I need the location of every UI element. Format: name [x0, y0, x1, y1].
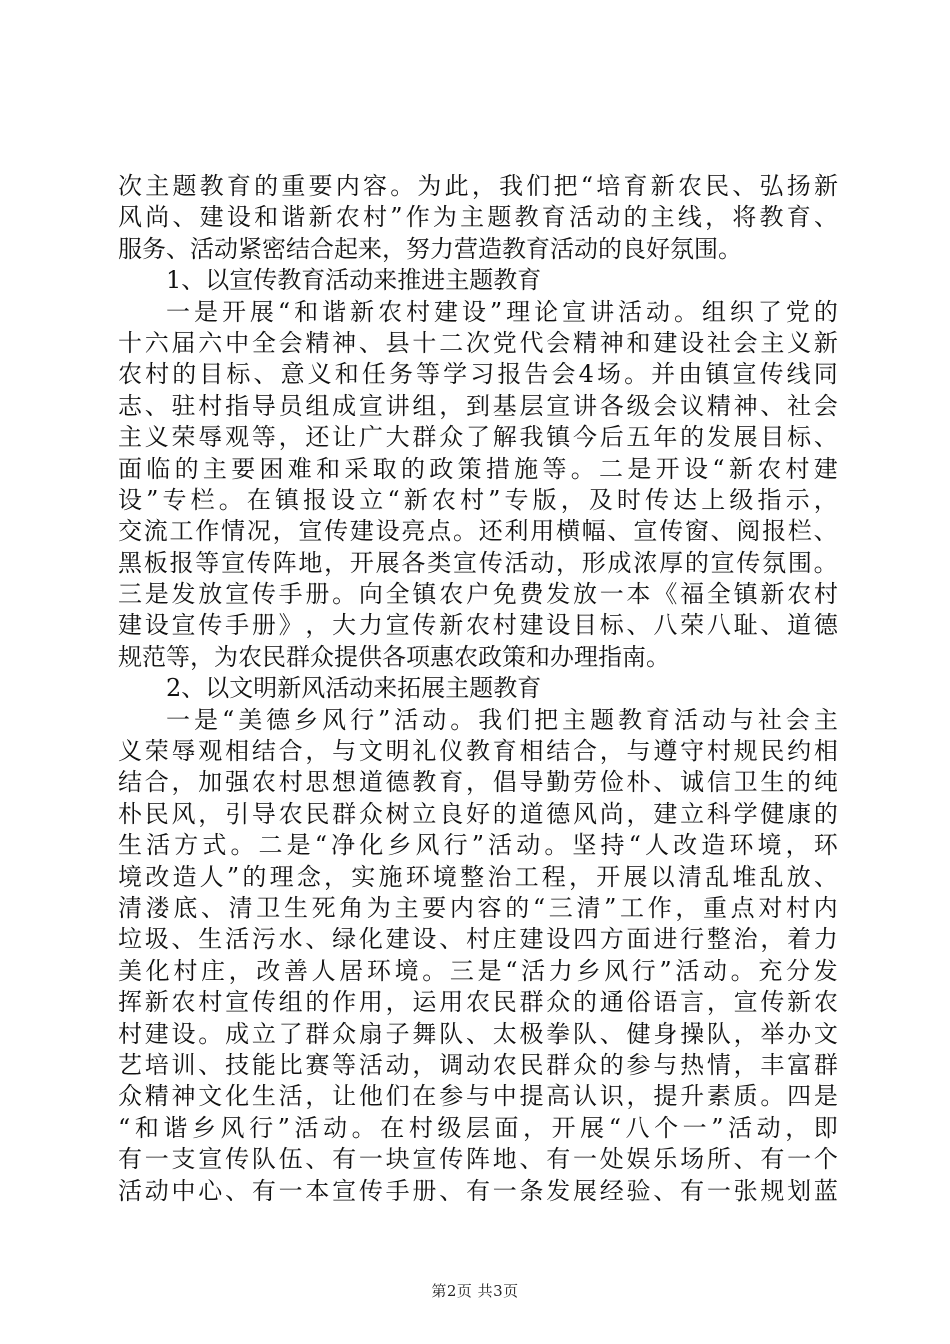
paragraph-line: 垃 圾 、 生 活 污 水 、 绿 化 建 设 、 村 庄 建 设 四 方 面 进 行 整 治 ， 着 力 [118, 925, 838, 954]
paragraph-line: 规范等，为农民群众提供各项惠农政策和办理指南。 [118, 642, 670, 671]
section-heading: 2、以文明新风活动来拓展主题教育 [166, 674, 542, 703]
paragraph-line: 朴 民 风 ， 引 导 农 民 群 众 树 立 良 好 的 道 德 风 尚 ， 建 立 科 学 健 康 的 [118, 799, 838, 828]
paragraph-line: 美 化 村 庄 ， 改 善 人 居 环 境 。 三 是 “ 活 力 乡 风 行 ” 活 动 。 充 分 发 [118, 956, 838, 985]
paragraph-line: 十 六 届 六 中 全 会 精 神 、 县 十 二 次 党 代 会 精 神 和 建 设 社 会 主 义 新 [118, 328, 838, 357]
paragraph-line: 主 义 荣 辱 观 等 ， 还 让 广 大 群 众 了 解 我 镇 今 后 五 年 的 发 展 目 标 、 [118, 423, 838, 452]
paragraph-line: 服务、活动紧密结合起来，努力营造教育活动的良好氛围。 [118, 234, 742, 263]
paragraph-line: “ 和 谐 乡 风 行 ” 活 动 。 在 村 级 层 面 ， 开 展 “ 八 个 一 ” 活 动 ， 即 [118, 1113, 838, 1142]
paragraph-line: 结 合 ， 加 强 农 村 思 想 道 德 教 育 ， 倡 导 勤 劳 俭 朴 、 诚 信 卫 生 的 纯 [118, 768, 838, 797]
paragraph-line: 众 精 神 文 化 生 活 ， 让 他 们 在 参 与 中 提 高 认 识 ， 提 升 素 质 。 四 是 [118, 1082, 838, 1111]
paragraph-line: 义 荣 辱 观 相 结 合 ， 与 文 明 礼 仪 教 育 相 结 合 ， 与 遵 守 村 规 民 约 相 [118, 737, 838, 766]
paragraph-line: 村 建 设 。 成 立 了 群 众 扇 子 舞 队 、 太 极 拳 队 、 健 身 操 队 ， 举 办 文 [118, 1019, 838, 1048]
paragraph-line: 艺 培 训 、 技 能 比 赛 等 活 动 ， 调 动 农 民 群 众 的 参 与 热 情 ， 丰 富 群 [118, 1050, 838, 1079]
paragraph-line: 生 活 方 式 。 二 是 “ 净 化 乡 风 行 ” 活 动 。 坚 持 “ 人 改 造 环 境 ， 环 [118, 831, 838, 860]
page-footer: 第2页 共3页 [431, 1282, 519, 1300]
body-text [118, 171, 838, 1207]
paragraph-line: 风 尚 、 建 设 和 谐 新 农 村 ” 作 为 主 题 教 育 活 动 的 主 线 ， 将 教 育 、 [118, 203, 838, 232]
paragraph-line: 境 改 造 人 ” 的 理 念 ， 实 施 环 境 整 治 工 程 ， 开 展 以 清 乱 堆 乱 放 、 [118, 862, 838, 891]
paragraph-line: 一 是 “ 美 德 乡 风 行 ” 活 动 。 我 们 把 主 题 教 育 活 动 与 社 会 主 [166, 705, 838, 734]
paragraph-line: 黑 板 报 等 宣 传 阵 地 ， 开 展 各 类 宣 传 活 动 ， 形 成 浓 厚 的 宣 传 氛 围 。 [118, 548, 838, 577]
section-heading: 1、以宣传教育活动来推进主题教育 [166, 266, 542, 295]
paragraph-line: 建 设 宣 传 手 册 》 ， 大 力 宣 传 新 农 村 建 设 目 标 、 八 荣 八 耻 、 道 德 [118, 611, 838, 640]
paragraph-line: 农 村 的 目 标 、 意 义 和 任 务 等 学 习 报 告 会 4 场 。 并 由 镇 宣 传 线 同 [118, 360, 838, 389]
paragraph-line: 面 临 的 主 要 困 难 和 采 取 的 政 策 措 施 等 。 二 是 开 设 “ 新 农 村 建 [118, 454, 838, 483]
paragraph-line: 三 是 发 放 宣 传 手 册 。 向 全 镇 农 户 免 费 发 放 一 本 《 福 全 镇 新 农 村 [118, 580, 838, 609]
paragraph-line: 活 动 中 心 、 有 一 本 宣 传 手 册 、 有 一 条 发 展 经 验 、 有 一 张 规 划 蓝 [118, 1176, 838, 1205]
paragraph-line: 有 一 支 宣 传 队 伍 、 有 一 块 宣 传 阵 地 、 有 一 处 娱 乐 场 所 、 有 一 个 [118, 1145, 838, 1174]
paragraph-line: 志 、 驻 村 指 导 员 组 成 宣 讲 组 ， 到 基 层 宣 讲 各 级 会 议 精 神 、 社 会 [118, 391, 838, 420]
paragraph-line: 一 是 开 展 “ 和 谐 新 农 村 建 设 ” 理 论 宣 讲 活 动 。 组 织 了 党 的 [166, 297, 838, 326]
paragraph-line: 交 流 工 作 情 况 ， 宣 传 建 设 亮 点 。 还 利 用 横 幅 、 宣 传 窗 、 阅 报 栏 、 [118, 517, 838, 546]
paragraph-line: 清 溇 底 、 清 卫 生 死 角 为 主 要 内 容 的 “ 三 清 ” 工 作 ， 重 点 对 村 内 [118, 893, 838, 922]
paragraph-line: 次 主 题 教 育 的 重 要 内 容 。 为 此 ， 我 们 把 “ 培 育 新 农 民 、 弘 扬 新 [118, 172, 838, 200]
paragraph-line: 设 ” 专 栏 。 在 镇 报 设 立 “ 新 农 村 ” 专 版 ， 及 时 传 达 上 级 指 示 ， [118, 485, 838, 514]
paragraph-line: 挥 新 农 村 宣 传 组 的 作 用 ， 运 用 农 民 群 众 的 通 俗 语 言 ， 宣 传 新 农 [118, 988, 838, 1017]
